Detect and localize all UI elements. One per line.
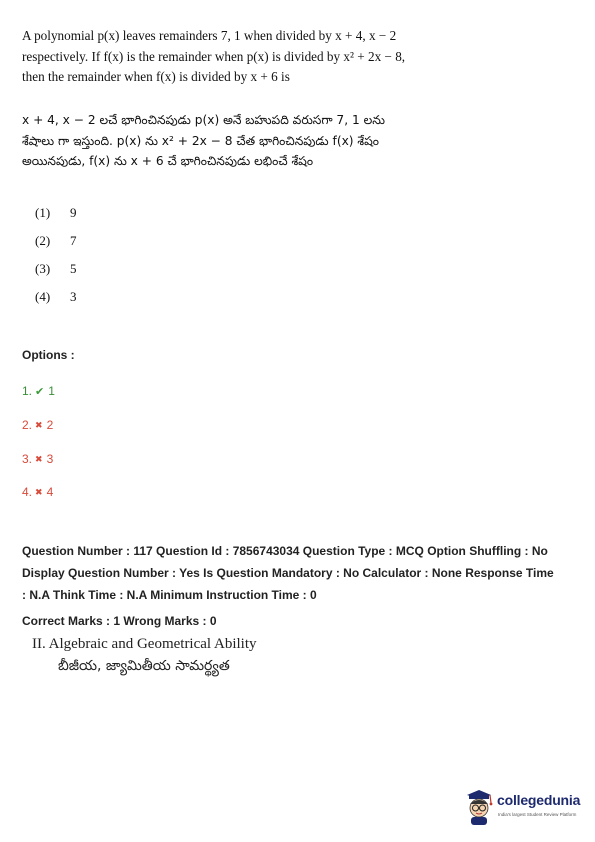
question-line: respectively. If f(x) is the remainder when p(x) is divided by x² + 2x − 8, xyxy=(22,48,406,64)
option-value: 2 xyxy=(46,418,54,432)
brand-name: collegedunia xyxy=(497,792,581,808)
question-line-telugu: అయినపుడు, f(x) ను x + 6 చే భాగించినపుడు లభించే శేషం xyxy=(22,154,314,168)
choice-value: 7 xyxy=(70,233,77,248)
option-1 xyxy=(22,384,55,398)
choice-value: 3 xyxy=(70,289,77,304)
option-value: 3 xyxy=(46,452,54,466)
question-metadata xyxy=(22,540,582,606)
option-label: 4. xyxy=(22,485,33,499)
collegedunia-logo xyxy=(463,786,588,826)
choice-value: 5 xyxy=(70,261,77,276)
question-line: A polynomial p(x) leaves remainders 7, 1 when divided by x + 4, x − 2 xyxy=(22,28,397,43)
option-label: 3. xyxy=(22,452,33,466)
options-heading: Options : xyxy=(22,348,75,362)
mascot-icon xyxy=(463,786,497,826)
section-title-english: II. Algebraic and Geometrical Ability xyxy=(32,636,257,652)
cross-icon: ✖ xyxy=(35,486,43,497)
choice-number: (1) xyxy=(35,205,51,220)
check-icon: ✔ xyxy=(35,385,45,398)
question-line-telugu: x + 4, x − 2 లచే భాగించినపుడు p(x) అనే బహుపది వరుసగా 7, 1 లను xyxy=(22,113,385,127)
question-text-telugu xyxy=(22,110,582,172)
option-4 xyxy=(22,485,53,499)
question-text-english xyxy=(22,26,582,88)
question-line-telugu: శేషాలు గా ఇస్తుంది. p(x) ను x² + 2x − 8 చేత భాగించినపుడు f(x) శేషం xyxy=(22,133,379,148)
choice-number: (2) xyxy=(35,233,51,248)
choice-number: (4) xyxy=(35,289,51,304)
section-title-telugu: బీజీయ, జ్యామితీయ సామర్థ్యత xyxy=(58,658,230,674)
option-2 xyxy=(22,418,53,432)
option-value: 4 xyxy=(46,485,54,499)
metadata-line: Question Number : 117 Question Id : 7856743034 Question Type : MCQ Option Shuffling : No xyxy=(22,544,548,558)
choice-value: 9 xyxy=(70,205,77,220)
cross-icon: ✖ xyxy=(35,453,43,464)
question-line: then the remainder when f(x) is divided by x + 6 is xyxy=(22,69,290,84)
option-label: 2. xyxy=(22,418,33,432)
answer-choices xyxy=(35,205,77,317)
marks-info: Correct Marks : 1 Wrong Marks : 0 xyxy=(22,614,217,628)
metadata-line: : N.A Think Time : N.A Minimum Instruction Time : 0 xyxy=(22,588,317,602)
answer-choice xyxy=(35,261,77,289)
option-label: 1. xyxy=(22,384,33,398)
answer-choice xyxy=(35,233,77,261)
option-value: 1 xyxy=(48,384,55,398)
cross-icon: ✖ xyxy=(35,419,43,430)
option-3 xyxy=(22,452,53,466)
choice-number: (3) xyxy=(35,261,51,276)
answer-choice xyxy=(35,205,77,233)
brand-tagline: India's largest Student Review Platform xyxy=(498,812,577,817)
answer-choice xyxy=(35,289,77,317)
metadata-line: Display Question Number : Yes Is Question Mandatory : No Calculator : None Response Time xyxy=(22,566,554,580)
